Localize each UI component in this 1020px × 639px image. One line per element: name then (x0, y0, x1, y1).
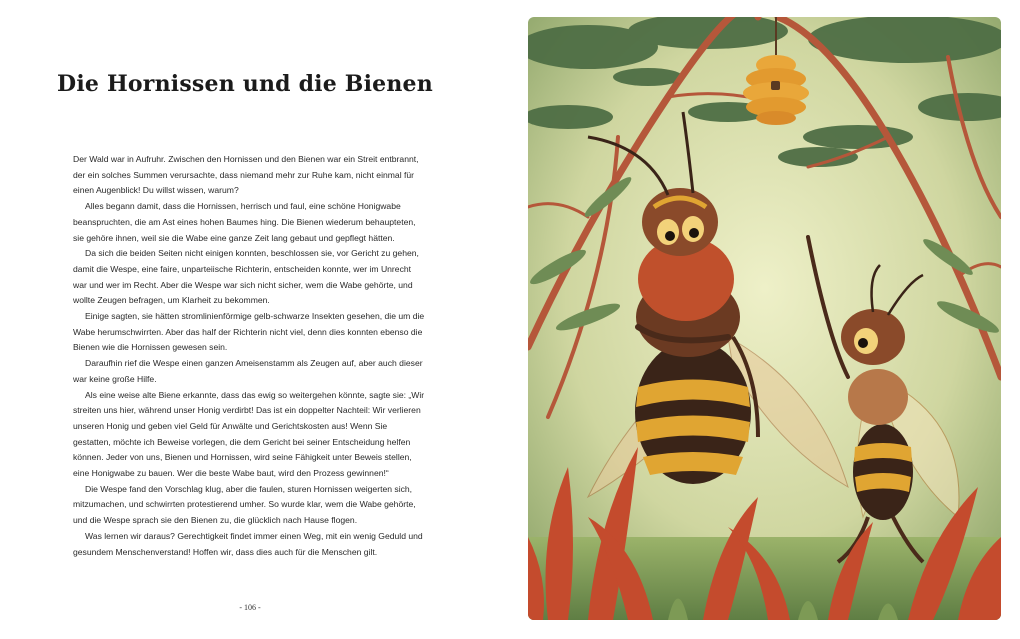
paragraph: Was lernen wir daraus? Gerechtigkeit findet immer einen Weg, mit ein wenig Geduld und gesundem Menschenverstand! Hoffen wir, dass dies auch für die Menschen gilt. (73, 530, 423, 557)
paragraph: Als eine weise alte Biene erkannte, dass das ewig so weitergehen könnte, sagte sie: „Wir streiten uns hier, während unser Honig verdirbt! Das ist ein doppelter Nachteil: Wir verlieren unseren Honig und geben viel Geld für Anwälte und Gerichtskosten aus! Wenn Sie gestatten, möchte ich Beweise vorlegen, die dem Gericht bei seiner Entscheidung helfen können. Jeder von uns, Bienen und Hornissen, wird seine Fähigkeit unter Beweis stellen, eine Honigwabe zu bauen. Wer die beste Wabe baut, wird den Prozess gewinnen!“ (73, 389, 425, 479)
paragraph: Da sich die beiden Seiten nicht einigen konnten, beschlossen sie, vor Gericht zu gehen, damit die Wespe, eine faire, unparteiische Richterin, entscheiden konnte, wer im Unrecht war und wer im Recht. Aber die Wespe war sich nicht sicher, wem die Wabe gehörte, und wollte Zeugen befragen, um Klarheit zu bekommen. (73, 248, 419, 306)
page-number: - 106 - (239, 603, 261, 612)
paragraph: Daraufhin rief die Wespe einen ganzen Ameisenstamm als Zeugen auf, aber auch dieser war keine große Hilfe. (73, 358, 423, 384)
paragraph: Die Wespe fand den Vorschlag klug, aber die faulen, sturen Hornissen weigerten sich, mitzumachen, und schwirrten protestierend umher. So wurde klar, wem die Wabe gehörte, und die Wespe sprach sie den Bienen zu, die glücklich nach Hause flogen. (73, 483, 416, 526)
paragraph: Einige sagten, sie hätten stromlinienförmige gelb-schwarze Insekten gesehen, die um die Wabe herumschwirrten. Aber das half der Richterin nicht viel, denn dies konnten ebenso die Bienen wie die Hornissen gewesen sein. (73, 311, 425, 353)
story-text (73, 152, 427, 560)
paragraph: Alles begann damit, dass die Hornissen, herrisch und faul, eine schöne Honigwabe beanspruchten, die am Ast eines hohen Baumes hing. Die Bienen wiederum behaupteten, sie gehöre ihnen, weil sie die Wabe eine ganze Zeit lang gebaut und gepflegt hätten. (73, 201, 416, 243)
page-title: Die Hornissen und die Bienen (57, 70, 433, 97)
paragraph: Der Wald war in Aufruhr. Zwischen den Hornissen und den Bienen war ein Streit entbrannt, der ein solches Summen verursachte, dass niemand mehr zur Ruhe kam, nicht einmal für einen Augenblick! Du willst wissen, warum? (73, 154, 419, 196)
hornet-and-bee-illustration (528, 17, 1001, 620)
